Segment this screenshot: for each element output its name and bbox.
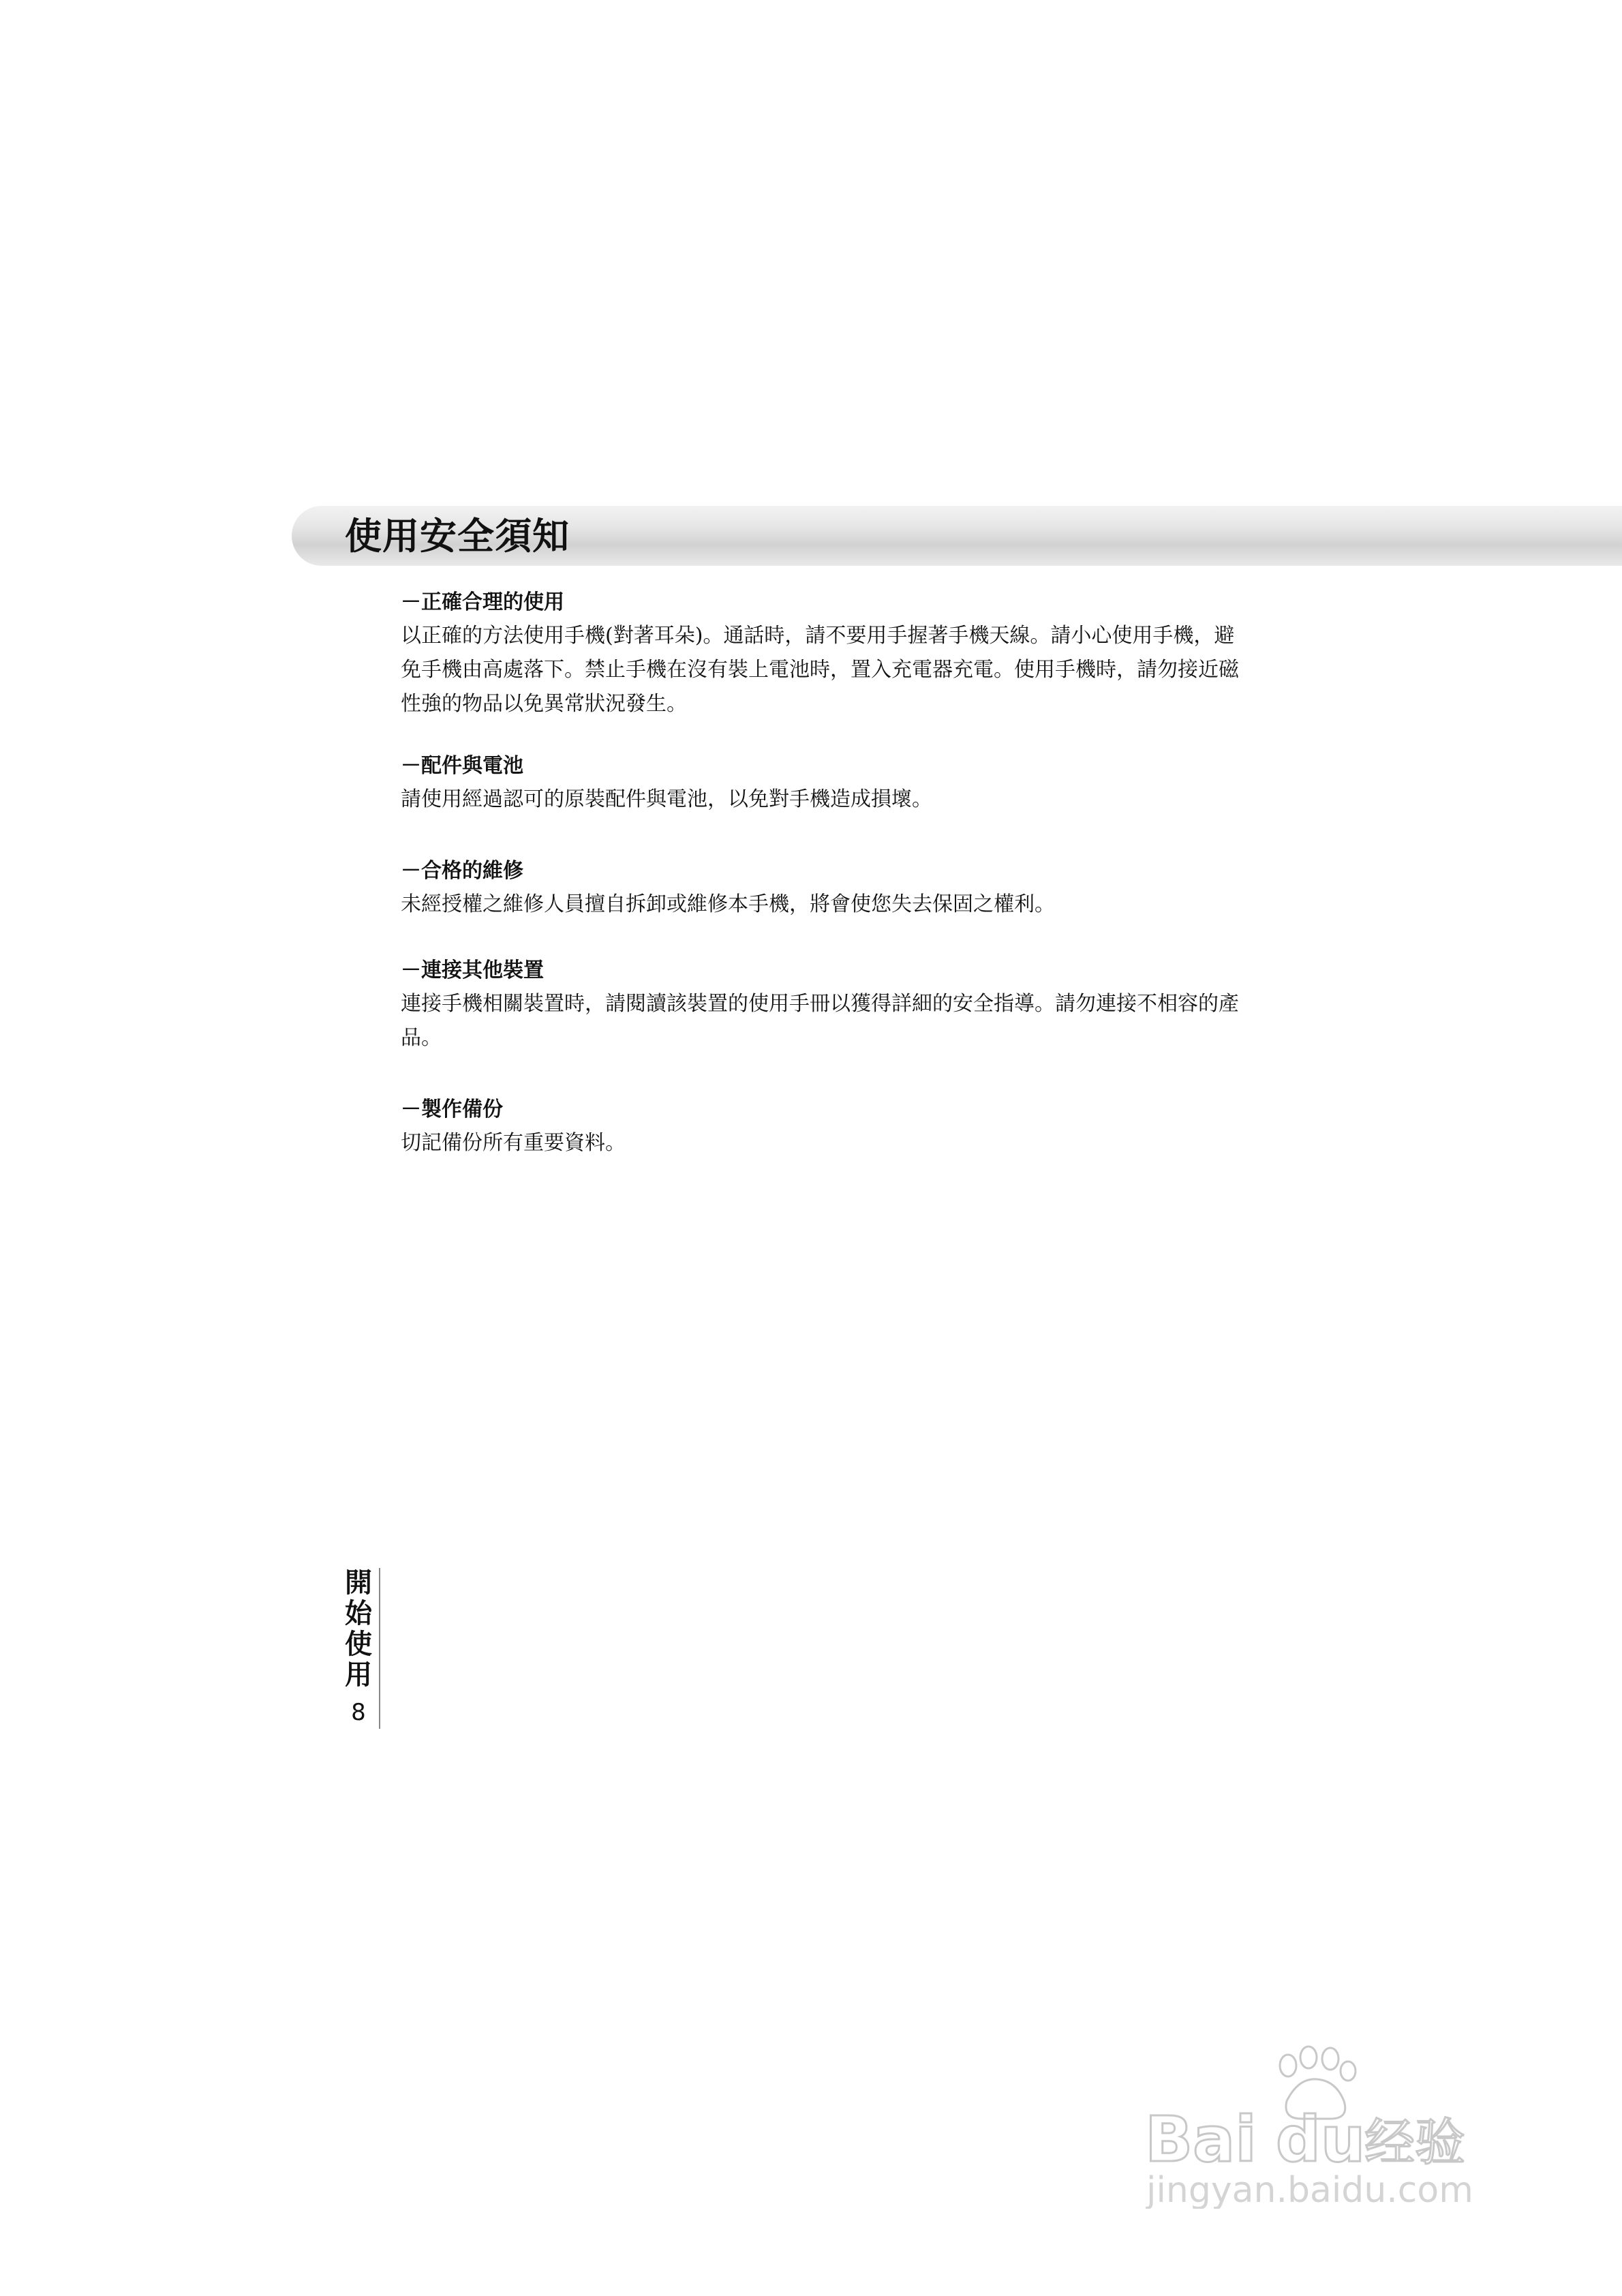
section-heading: －合格的維修 [401, 859, 523, 883]
section-heading: －配件與電池 [401, 754, 523, 778]
section-body: 以正確的方法使用手機(對著耳朵)。通話時，請不要用手握著手機天線。請小心使用手機，避免手機由高處落下。禁止手機在沒有裝上電池時，置入充電器充電。使用手機時，請勿接近磁性強的物品以免異常狀況發生。 [401, 624, 1239, 716]
section-body: 請使用經過認可的原裝配件與電池，以免對手機造成損壞。 [401, 787, 932, 811]
watermark-url: jingyan.baidu.com [1146, 2170, 1473, 2209]
baidu-jingyan-watermark [1131, 2038, 1513, 2209]
section-body: 切記備份所有重要資料。 [401, 1131, 626, 1155]
section-proper-use [401, 588, 1246, 721]
section-heading: －正確合理的使用 [401, 590, 564, 614]
page-number: 8 [351, 1699, 366, 1726]
section-backup [401, 1095, 1246, 1160]
side-tab-label: 開始使用 [345, 1567, 372, 1691]
page-title: 使用安全須知 [345, 514, 570, 558]
section-accessories-battery [401, 751, 1246, 817]
side-tab [341, 1568, 382, 1729]
section-qualified-service [401, 856, 1246, 922]
side-tab-divider [379, 1568, 380, 1729]
svg-text:du: du [1276, 2103, 1366, 2176]
watermark-brand: Bai [1145, 2103, 1257, 2176]
section-heading: －製作備份 [401, 1098, 503, 1121]
svg-text:经验: 经验 [1364, 2113, 1465, 2172]
section-connecting-devices [401, 956, 1246, 1055]
section-heading: －連接其他裝置 [401, 958, 544, 982]
section-body: 連接手機相關裝置時，請閱讀該裝置的使用手冊以獲得詳細的安全指導。請勿連接不相容的產品。 [401, 992, 1239, 1050]
section-body: 未經授權之維修人員擅自拆卸或維修本手機，將會使您失去保固之權利。 [401, 892, 1055, 916]
